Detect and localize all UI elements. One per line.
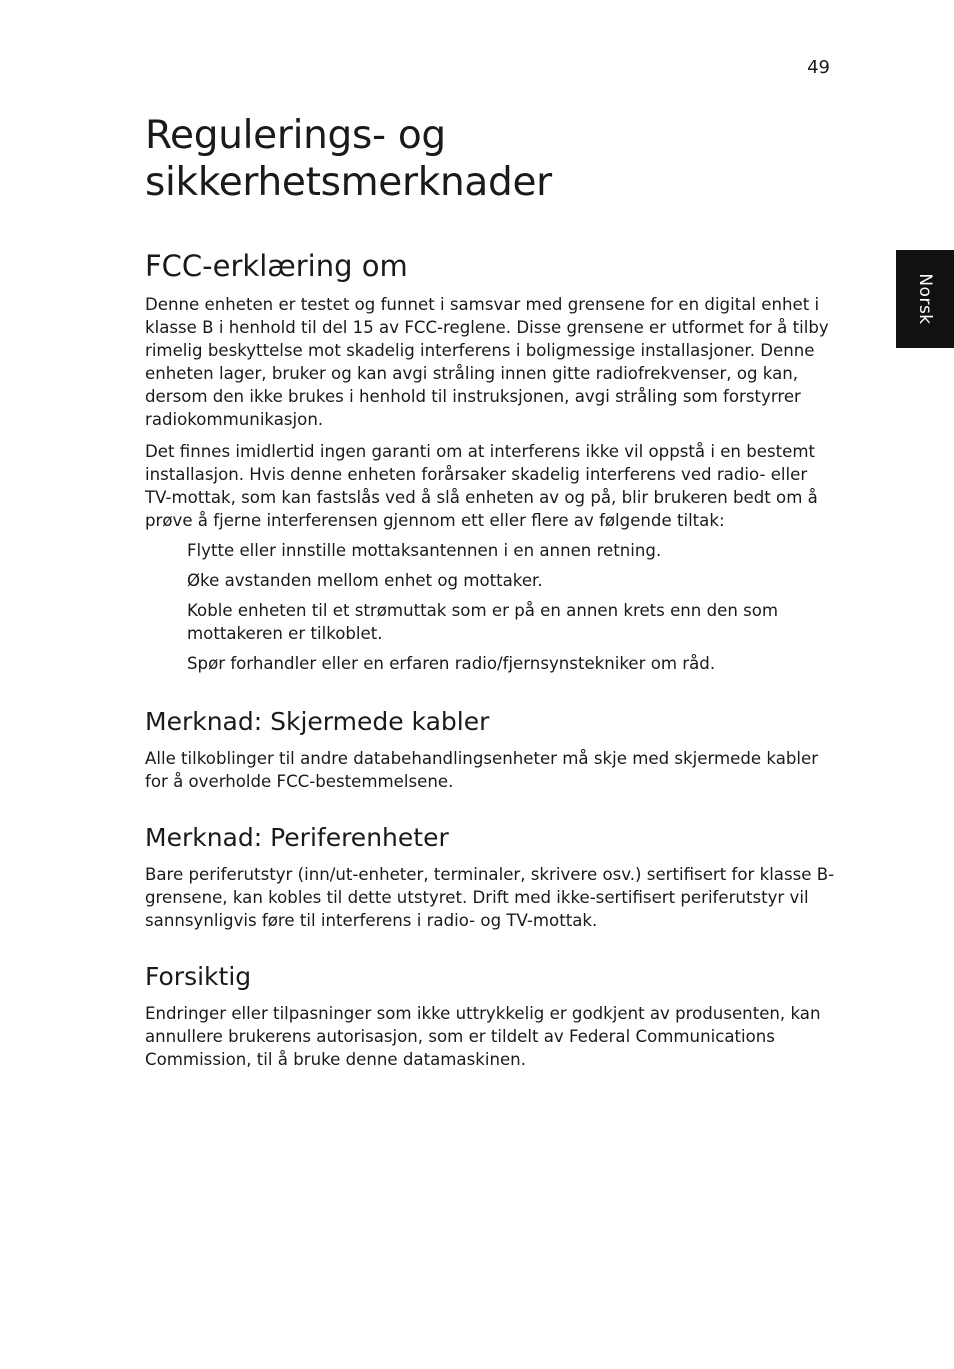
language-tab-label: Norsk [915,273,935,325]
list-item: Flytte eller innstille mottaksantennen i en annen retning. [187,541,662,560]
page-number: 49 [807,57,830,78]
paragraph: Endringer eller tilpasninger som ikke uttrykkelig er godkjent av produsenten, kan annullere brukerens autorisasjon, som er tildelt av Federal Communications Commission, til å bruke denne datamaskinen. [145,1004,821,1069]
list-item: Spør forhandler eller en erfaren radio/fjernsynstekniker om råd. [187,654,716,673]
list-item: Koble enheten til et strømuttak som er på en annen krets enn den som mottakeren er tilkoblet. [187,601,779,643]
section-heading-caution: Forsiktig [145,962,252,991]
paragraph: Bare periferutstyr (inn/ut-enheter, terminaler, skrivere osv.) sertifisert for klasse B-grensene, kan kobles til dette utstyret. Drift med ikke-sertifisert periferutstyr vil sannsynligvis føre til interferens i radio- og TV-mottak. [145,865,835,930]
paragraph: Alle tilkoblinger til andre databehandlingsenheter må skje med skjermede kabler for å overholde FCC-bestemmelsene. [145,749,819,791]
section-heading-peripherals: Merknad: Periferenheter [145,823,449,852]
measures-list [145,539,835,675]
paragraph: Det finnes imidlertid ingen garanti om at interferens ikke vil oppstå i en bestemt installasjon. Hvis denne enheten forårsaker skadelig interferens ved radio- eller TV-mottak, som kan fastslås ved å slå enheten av og på, blir brukeren bedt om å prøve å fjerne interferensen gjennom ett eller flere av følgende tiltak: [145,442,818,530]
list-item: Øke avstanden mellom enhet og mottaker. [187,571,543,590]
section-heading-fcc: FCC-erklæring om [145,249,408,283]
paragraph: Denne enheten er testet og funnet i samsvar med grensene for en digital enhet i klasse B i henhold til del 15 av FCC-reglene. Disse grensene er utformet for å tilby rimelig beskyttelse mot skadelig interferens i boligmessige installasjoner. Denne enheten lager, bruker og kan avgi stråling innen gitte radiofrekvenser, og kan, dersom den ikke brukes i henhold til instruksjonen, avgi stråling som forstyrrer radiokommunikasjon. [145,295,829,429]
section-heading-shielded-cables: Merknad: Skjermede kabler [145,707,490,736]
language-tab [896,250,954,348]
page-title: Regulerings- og sikkerhetsmerknader [145,113,552,205]
page-content [145,112,835,1071]
